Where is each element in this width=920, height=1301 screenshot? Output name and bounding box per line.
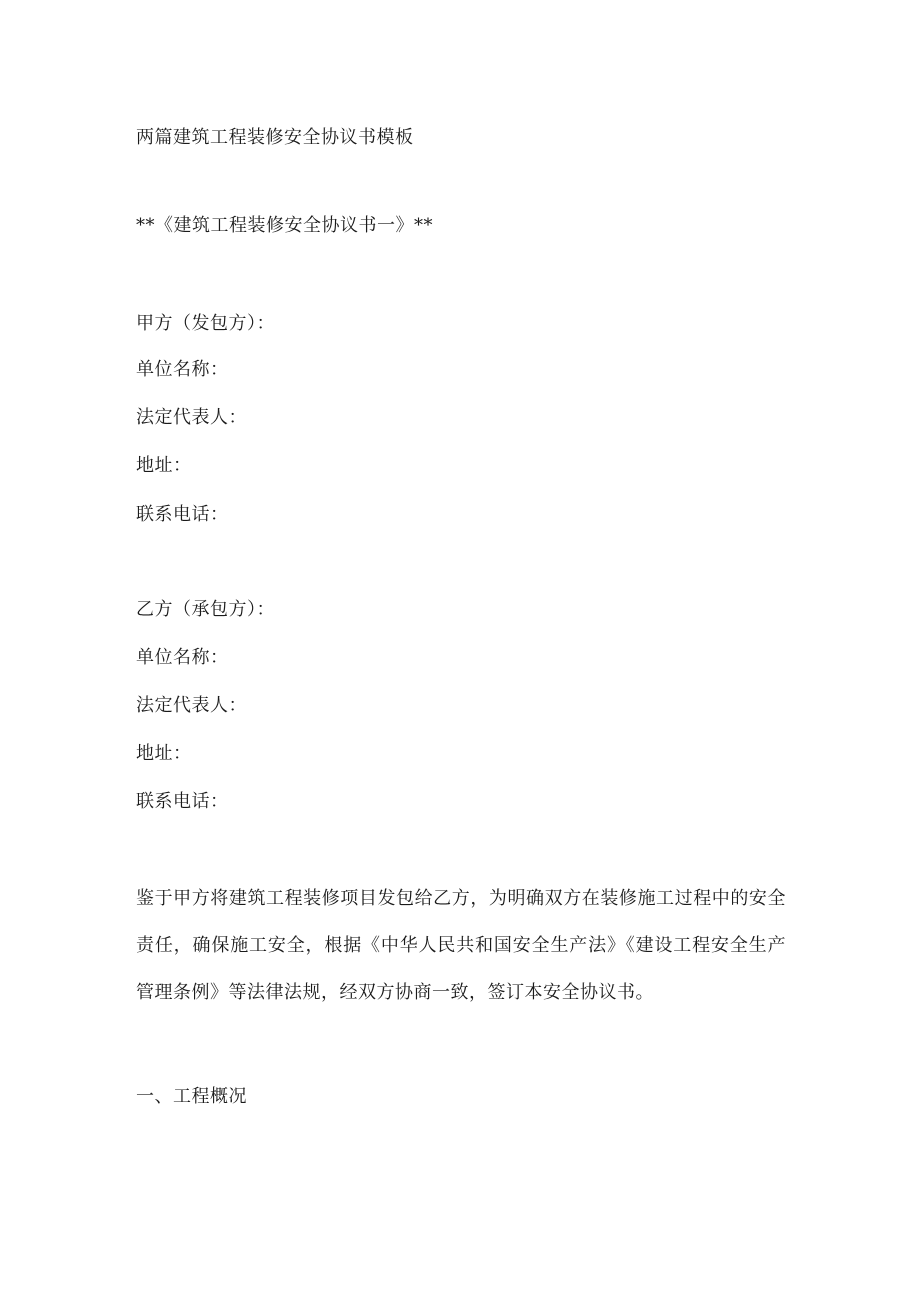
document-title: 两篇建筑工程装修安全协议书模板 — [136, 127, 414, 148]
party-b-unit-name-label: 单位名称： — [136, 647, 229, 668]
party-b-heading: 乙方（承包方）： — [136, 599, 275, 620]
preamble-paragraph: 鉴于甲方将建筑工程装修项目发包给乙方，为明确双方在装修施工过程中的安全责任，确保施工安全，根据《中华人民共和国安全生产法》《建设工程安全生产管理条例》等法律法规，经双方协商一致，签订本安全协议书。 — [136, 888, 786, 1003]
party-a-unit-name-label: 单位名称： — [136, 359, 229, 380]
party-b-legal-rep-label: 法定代表人： — [136, 695, 247, 716]
party-a-phone-label: 联系电话： — [136, 504, 229, 525]
party-b-phone-label: 联系电话： — [136, 791, 229, 812]
section-heading-project-overview: 一、工程概况 — [136, 1086, 247, 1107]
agreement-subtitle: **《建筑工程装修安全协议书一》** — [136, 215, 433, 236]
party-a-legal-rep-label: 法定代表人： — [136, 407, 247, 428]
party-a-address-label: 地址： — [136, 455, 192, 476]
party-b-address-label: 地址： — [136, 743, 192, 764]
party-a-heading: 甲方（发包方）： — [136, 313, 275, 334]
